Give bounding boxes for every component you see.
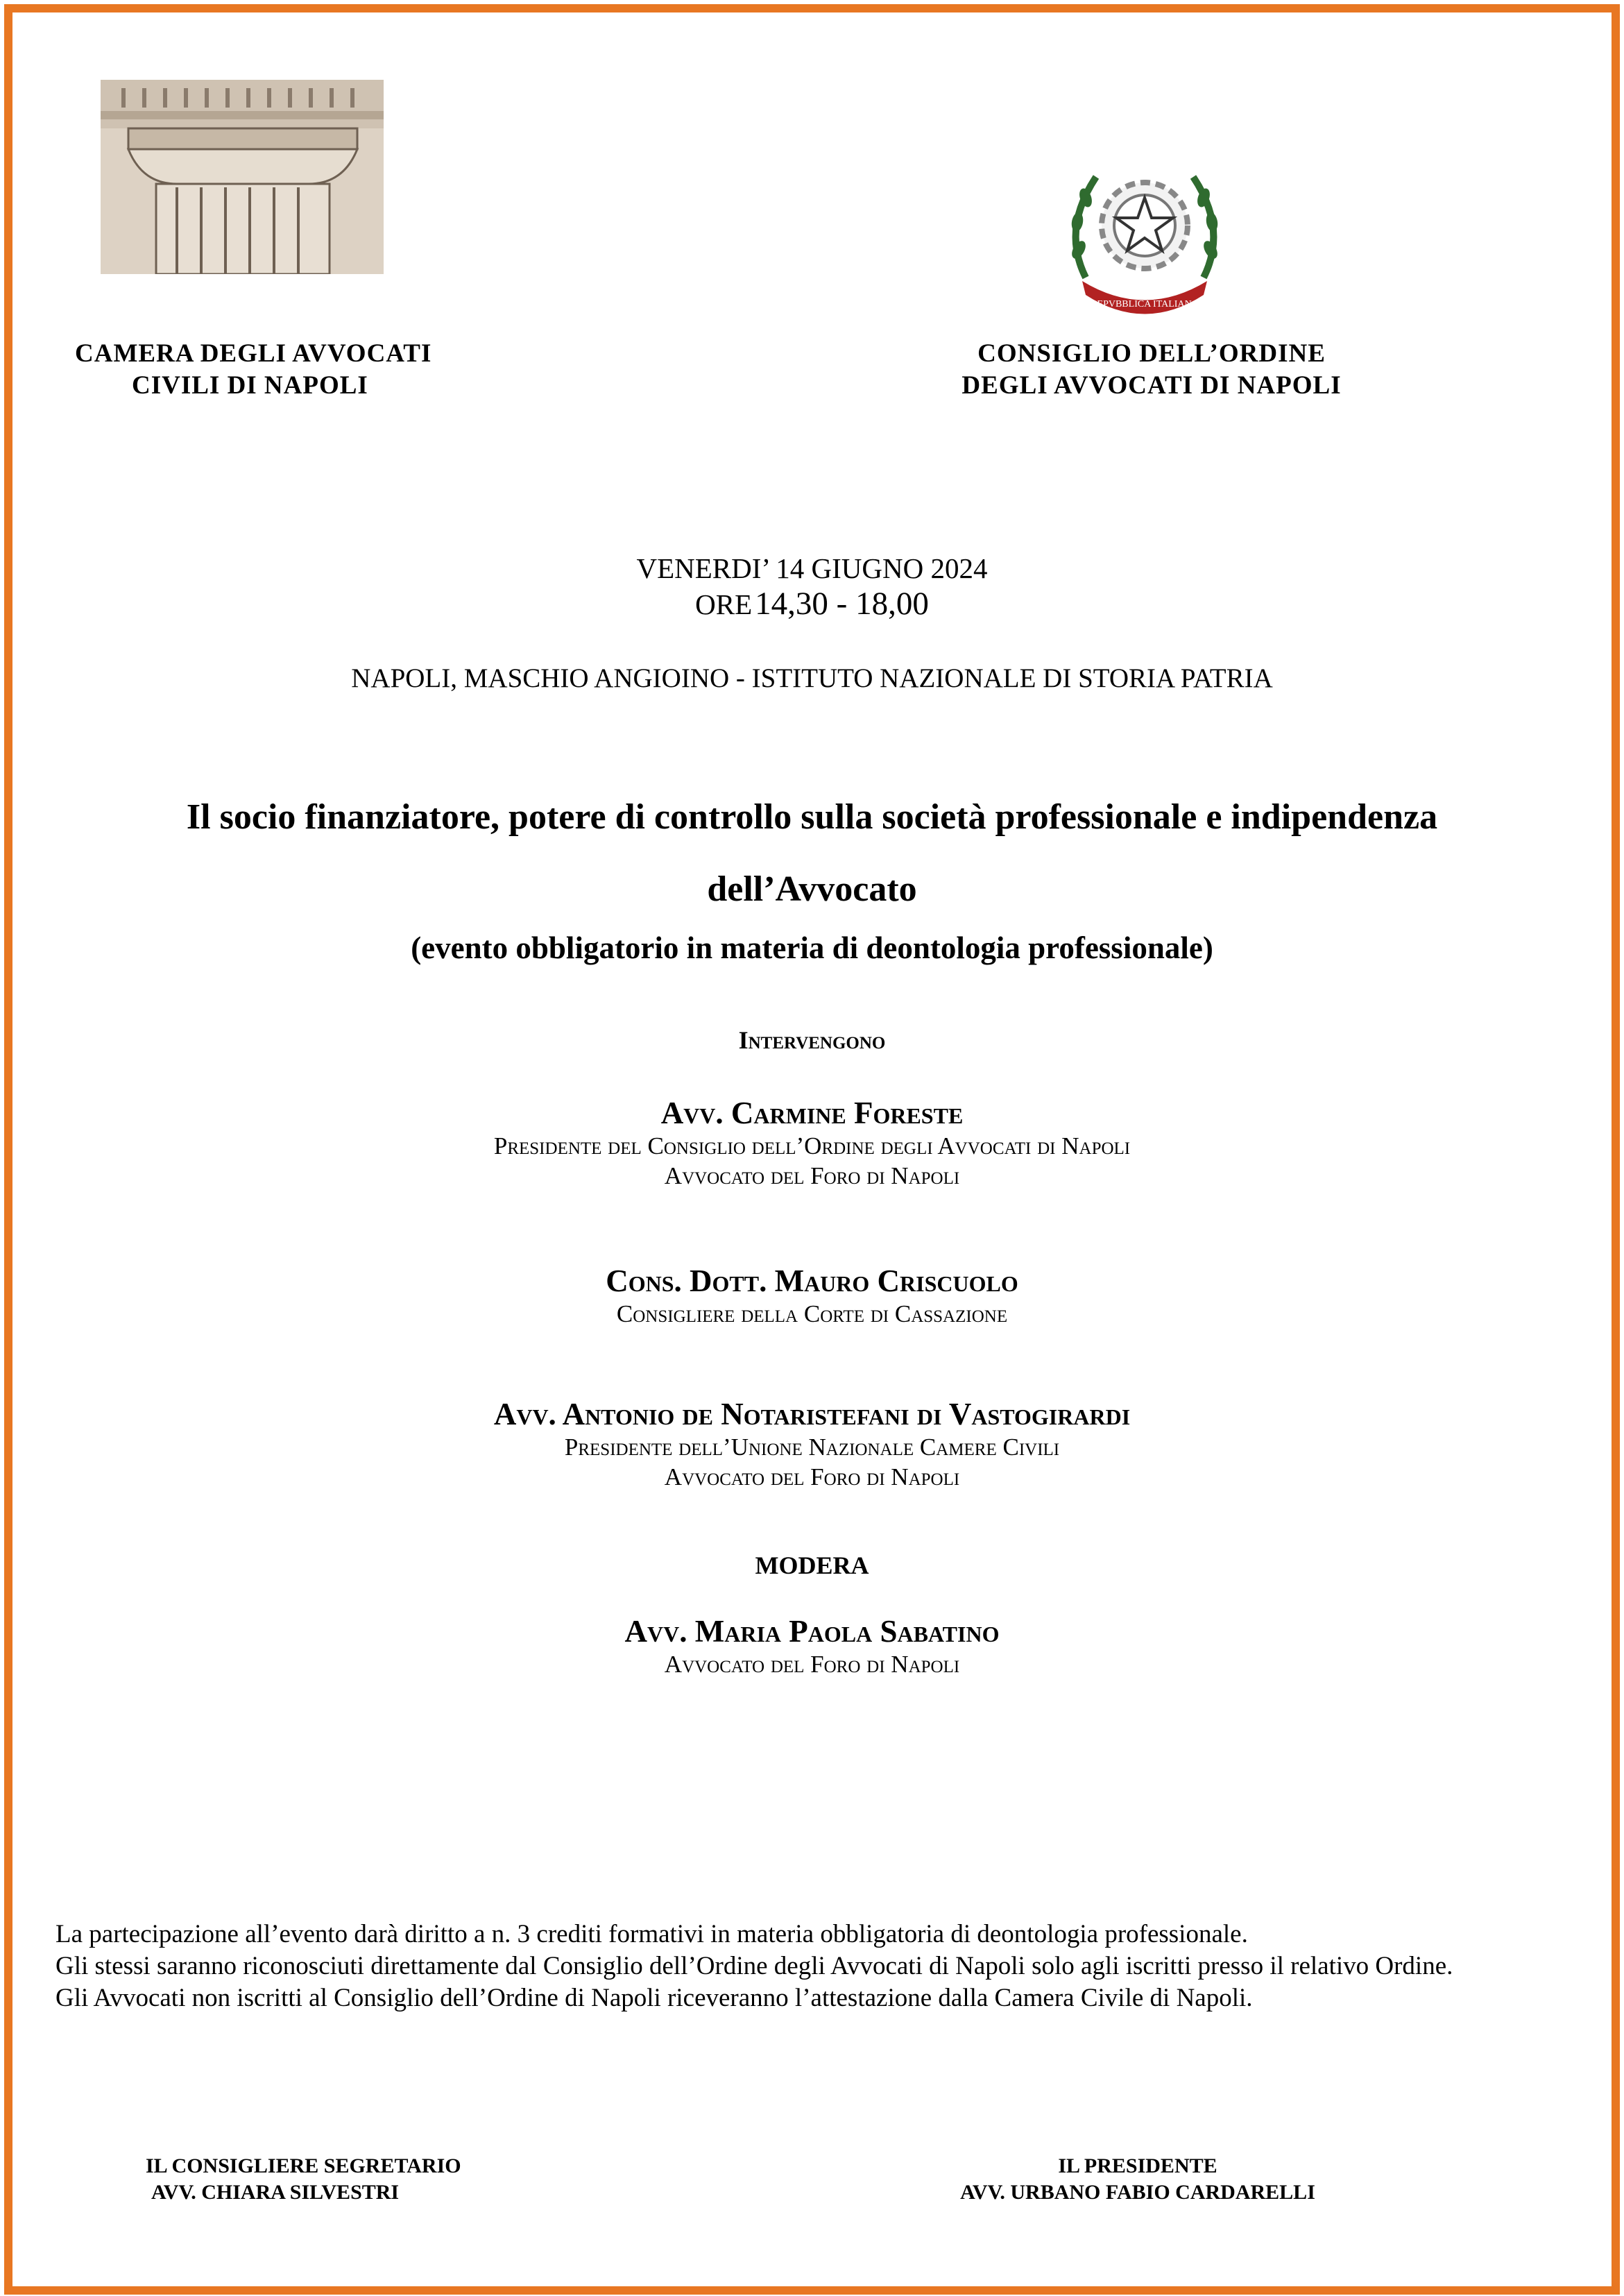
note-2: Gli stessi saranno riconosciuti direttamente dal Consiglio dell’Ordine degli Avvocati di Napoli solo agli iscritti presso il relativo Ordine. <box>55 1952 1453 1980</box>
speaker-3-role-2: Avvocato del Foro di Napoli <box>664 1463 960 1490</box>
right-signature <box>923 2153 1353 2206</box>
credits-notes <box>55 1919 1568 2014</box>
speaker-2-name: Cons. Dott. Mauro Criscuolo <box>606 1264 1018 1298</box>
italian-republic-emblem <box>1058 146 1231 319</box>
event-location: NAPOLI, MASCHIO ANGIOINO - ISTITUTO NAZIONALE DI STORIA PATRIA <box>351 663 1273 693</box>
right-organization <box>902 338 1401 402</box>
moderator-role: Avvocato del Foro di Napoli <box>664 1651 960 1678</box>
column-capital-logo <box>101 80 384 274</box>
emblem-text: REPVBBLICA ITALIANA <box>1091 299 1199 309</box>
speaker-1 <box>0 1095 1624 1191</box>
speaker-1-name: Avv. Carmine Foreste <box>660 1096 964 1130</box>
speaker-3-name: Avv. Antonio de Notaristefani di Vastogirardi <box>493 1397 1131 1431</box>
left-signature-name: AVV. CHIARA SILVESTRI <box>151 2181 400 2204</box>
speaker-1-role-2: Avvocato del Foro di Napoli <box>664 1162 960 1189</box>
speaker-1-role-1: Presidente del Consiglio dell’Ordine degli Avvocati di Napoli <box>493 1132 1131 1159</box>
moderator-heading: MODERA <box>755 1551 869 1579</box>
left-org-line2: CIVILI DI NAPOLI <box>132 371 368 400</box>
event-subtitle: (evento obbligatorio in materia di deontologia professionale) <box>411 930 1213 965</box>
speaker-3-role-1: Presidente dell’Unione Nazionale Camere Civili <box>564 1434 1060 1461</box>
event-time <box>0 585 1624 622</box>
speakers-heading: Intervengono <box>738 1026 886 1054</box>
moderator-name: Avv. Maria Paola Sabatino <box>624 1614 1000 1649</box>
time-value: 14,30 - 18,00 <box>755 586 929 622</box>
left-signature <box>146 2153 562 2206</box>
speaker-3 <box>0 1396 1624 1492</box>
left-signature-title: IL CONSIGLIERE SEGRETARIO <box>146 2154 461 2177</box>
time-prefix: ORE <box>695 588 753 620</box>
speaker-2-role-1: Consigliere della Corte di Cassazione <box>616 1300 1008 1327</box>
speaker-2 <box>0 1263 1624 1329</box>
left-organization <box>75 338 533 402</box>
note-1: La partecipazione all’evento darà diritto a n. 3 crediti formativi in materia obbligatoria di deontologia professionale. <box>55 1920 1248 1948</box>
note-3: Gli Avvocati non iscritti al Consiglio dell’Ordine di Napoli riceveranno l’attestazione dalla Camera Civile di Napoli. <box>55 1984 1253 2012</box>
event-date: VENERDI’ 14 GIUGNO 2024 <box>636 552 988 584</box>
right-signature-title: IL PRESIDENTE <box>1058 2154 1217 2177</box>
left-org-line1: CAMERA DEGLI AVVOCATI <box>75 339 432 368</box>
moderator <box>0 1613 1624 1679</box>
right-org-line1: CONSIGLIO DELL’ORDINE <box>977 339 1326 368</box>
right-org-line2: DEGLI AVVOCATI DI NAPOLI <box>961 371 1342 400</box>
right-signature-name: AVV. URBANO FABIO CARDARELLI <box>960 2181 1315 2204</box>
event-title <box>0 781 1624 926</box>
title-line2: dell’Avvocato <box>707 869 917 909</box>
title-line1: Il socio finanziatore, potere di controllo sulla società professionale e indipendenza <box>186 797 1438 837</box>
